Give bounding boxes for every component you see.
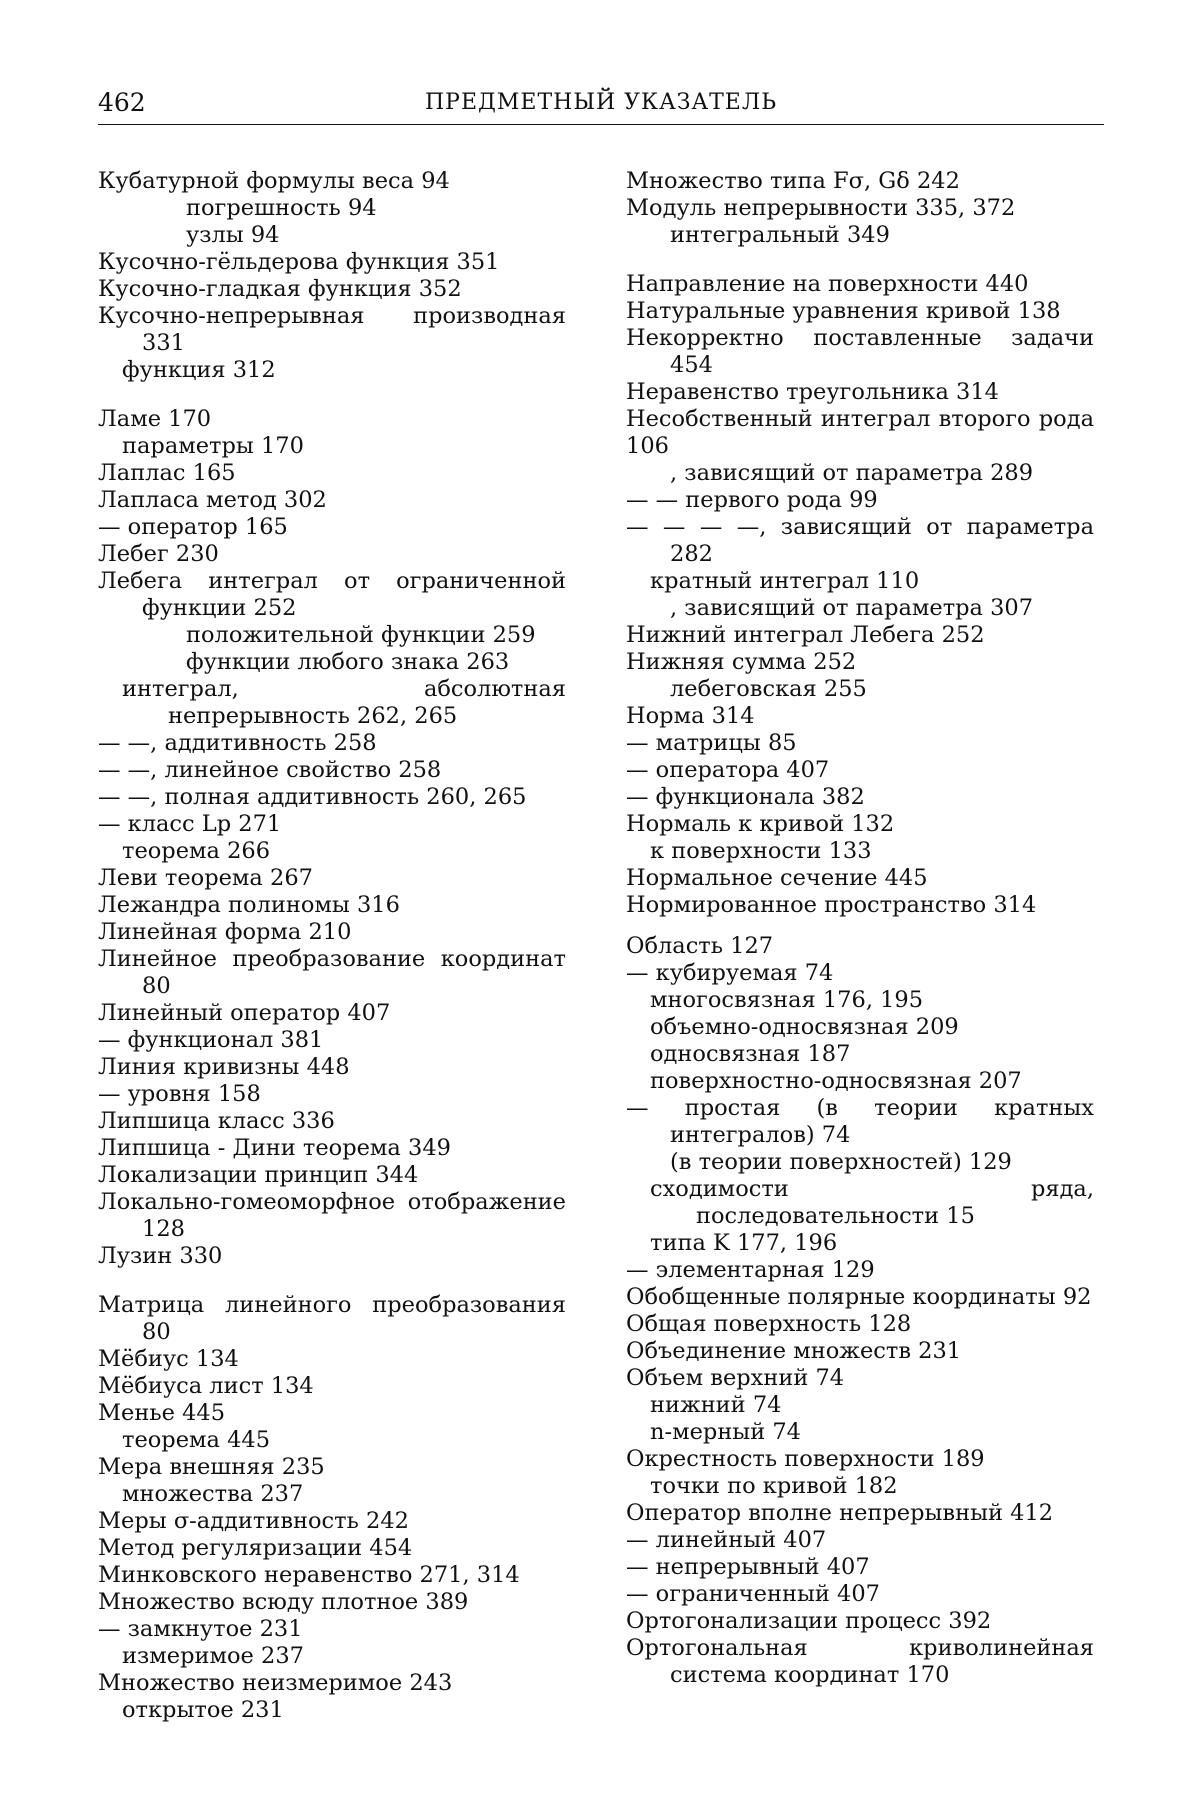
index-entry: — замкнутое 231 <box>98 1616 303 1642</box>
index-entry: Лапласа метод 302 <box>98 487 327 513</box>
index-entry: Матрица линейного преобразования 80 <box>98 1292 566 1345</box>
index-entry: Леви теорема 267 <box>98 865 313 891</box>
index-entry: — —, полная аддитивность 260, 265 <box>98 784 527 810</box>
index-entry: Локализации принцип 344 <box>98 1162 419 1188</box>
index-entry: Неравенство треугольника 314 <box>626 379 999 405</box>
index-column-right <box>626 168 1094 1689</box>
index-entry: — оператор 165 <box>98 514 288 540</box>
index-entry: Некорректно поставленные задачи 454 <box>626 325 1094 378</box>
index-entry: Множество неизмеримое 243 <box>98 1670 453 1696</box>
index-entry: , зависящий от параметра 289 <box>670 460 1034 486</box>
index-entry: Линейная форма 210 <box>98 919 352 945</box>
index-entry: Меры σ-аддитивность 242 <box>98 1508 409 1534</box>
index-entry: сходимости ряда, последовательности 15 <box>650 1176 1094 1229</box>
index-entry: Мёбиуса лист 134 <box>98 1373 314 1399</box>
index-entry: — функционала 382 <box>626 784 865 810</box>
index-column-left <box>98 168 566 1724</box>
section-gap <box>626 919 1094 933</box>
index-entry: типа K 177, 196 <box>650 1230 838 1256</box>
index-entry: Липшица - Дини теорема 349 <box>98 1135 451 1161</box>
index-entry: Нижний интеграл Лебега 252 <box>626 622 985 648</box>
index-entry: — функционал 381 <box>98 1027 324 1053</box>
index-entry: открытое 231 <box>122 1697 284 1723</box>
index-entry: — непрерывный 407 <box>626 1554 870 1580</box>
index-entry: точки по кривой 182 <box>650 1473 898 1499</box>
index-entry: — простая (в теории кратных интегралов) 74 <box>626 1095 1094 1148</box>
index-entry: Нижняя сумма 252 <box>626 649 857 675</box>
index-entry: нижний 74 <box>650 1392 782 1418</box>
index-entry: — — первого рода 99 <box>626 487 878 513</box>
index-entry: (в теории поверхностей) 129 <box>670 1149 1012 1175</box>
index-entry: — класс Lp 271 <box>98 811 282 837</box>
index-entry: Нормированное пространство 314 <box>626 892 1037 918</box>
section-gap <box>98 384 566 406</box>
index-entry: Нормальное сечение 445 <box>626 865 928 891</box>
index-entry: Кусочно-гладкая функция 352 <box>98 276 462 302</box>
index-entry: лебеговская 255 <box>670 676 867 702</box>
index-entry: Линия кривизны 448 <box>98 1054 350 1080</box>
index-entry: Минковского неравенство 271, 314 <box>98 1562 520 1588</box>
page-header <box>98 84 1104 124</box>
index-entry: , зависящий от параметра 307 <box>670 595 1034 621</box>
index-entry: Лаплас 165 <box>98 460 236 486</box>
index-entry: односвязная 187 <box>650 1041 851 1067</box>
index-entry: Натуральные уравнения кривой 138 <box>626 298 1061 324</box>
index-entry: Кубатурной формулы веса 94 <box>98 168 450 194</box>
index-entry: интеграл, абсолютная непрерывность 262, 265 <box>122 676 566 729</box>
index-entry: поверхностно-односвязная 207 <box>650 1068 1022 1094</box>
index-entry: Лебега интеграл от ограниченной функции 252 <box>98 568 566 621</box>
index-entry: множества 237 <box>122 1481 304 1507</box>
index-entry: Оператор вполне непрерывный 412 <box>626 1500 1054 1526</box>
index-entry: теорема 266 <box>122 838 271 864</box>
index-entry: Липшица класс 336 <box>98 1108 335 1134</box>
running-title: ПРЕДМЕТНЫЙ УКАЗАТЕЛЬ <box>424 90 778 115</box>
index-entry: — уровня 158 <box>98 1081 261 1107</box>
index-entry: Лежандра полиномы 316 <box>98 892 400 918</box>
index-entry: Обобщенные полярные координаты 92 <box>626 1284 1092 1310</box>
index-entry: Локально-гомеоморфное отображение 128 <box>98 1189 566 1242</box>
index-entry: — матрицы 85 <box>626 730 797 756</box>
index-entry: Ламе 170 <box>98 406 212 432</box>
header-rule <box>98 124 1104 125</box>
index-entry: положительной функции 259 <box>186 622 536 648</box>
index-entry: Множество типа Fσ, Gδ 242 <box>626 168 960 194</box>
index-entry: Линейное преобразование координат 80 <box>98 946 566 999</box>
index-entry: Лузин 330 <box>98 1243 223 1269</box>
index-entry: Лебег 230 <box>98 541 219 567</box>
index-entry: параметры 170 <box>122 433 304 459</box>
index-entry: n-мерный 74 <box>650 1419 801 1445</box>
index-entry: Норма 314 <box>626 703 755 729</box>
index-entry: интегральный 349 <box>670 222 890 248</box>
index-entry: Менье 445 <box>98 1400 226 1426</box>
index-entry: Объем верхний 74 <box>626 1365 845 1391</box>
index-entry: Ортогональная криволинейная система координат 170 <box>626 1635 1094 1688</box>
index-entry: Общая поверхность 128 <box>626 1311 912 1337</box>
index-entry: узлы 94 <box>186 222 280 248</box>
index-entry: — кубируемая 74 <box>626 960 834 986</box>
index-entry: Модуль непрерывности 335, 372 <box>626 195 1016 221</box>
index-entry: Направление на поверхности 440 <box>626 271 1029 297</box>
index-entry: — —, аддитивность 258 <box>98 730 377 756</box>
index-entry: Метод регуляризации 454 <box>98 1535 413 1561</box>
index-entry: Ортогонализации процесс 392 <box>626 1608 992 1634</box>
index-entry: Нормаль к кривой 132 <box>626 811 895 837</box>
page-number: 462 <box>98 88 146 117</box>
index-entry: Кусочно-непрерывная производная 331 <box>98 303 566 356</box>
index-entry: Окрестность поверхности 189 <box>626 1446 985 1472</box>
index-entry: Множество всюду плотное 389 <box>98 1589 469 1615</box>
index-entry: — ограниченный 407 <box>626 1581 880 1607</box>
index-entry: теорема 445 <box>122 1427 271 1453</box>
index-entry: многосвязная 176, 195 <box>650 987 924 1013</box>
index-entry: Область 127 <box>626 933 774 959</box>
index-entry: — — — —, зависящий от параметра 282 <box>626 514 1094 567</box>
index-entry: измеримое 237 <box>122 1643 304 1669</box>
index-entry: объемно-односвязная 209 <box>650 1014 959 1040</box>
index-entry: — элементарная 129 <box>626 1257 875 1283</box>
index-entry: функции любого знака 263 <box>186 649 510 675</box>
index-entry: — линейный 407 <box>626 1527 827 1553</box>
section-gap <box>98 1270 566 1292</box>
index-entry: функция 312 <box>122 357 276 383</box>
index-entry: Несобственный интеграл второго рода 106 <box>626 406 1094 459</box>
index-entry: к поверхности 133 <box>650 838 872 864</box>
index-entry: погрешность 94 <box>186 195 377 221</box>
index-entry: Линейный оператор 407 <box>98 1000 391 1026</box>
index-entry: кратный интеграл 110 <box>650 568 920 594</box>
index-entry: — —, линейное свойство 258 <box>98 757 442 783</box>
index-entry: — оператора 407 <box>626 757 830 783</box>
section-gap <box>626 249 1094 271</box>
index-entry: Кусочно-гёльдерова функция 351 <box>98 249 500 275</box>
index-entry: Объединение множеств 231 <box>626 1338 962 1364</box>
index-entry: Мёбиус 134 <box>98 1346 239 1372</box>
index-entry: Мера внешняя 235 <box>98 1454 325 1480</box>
